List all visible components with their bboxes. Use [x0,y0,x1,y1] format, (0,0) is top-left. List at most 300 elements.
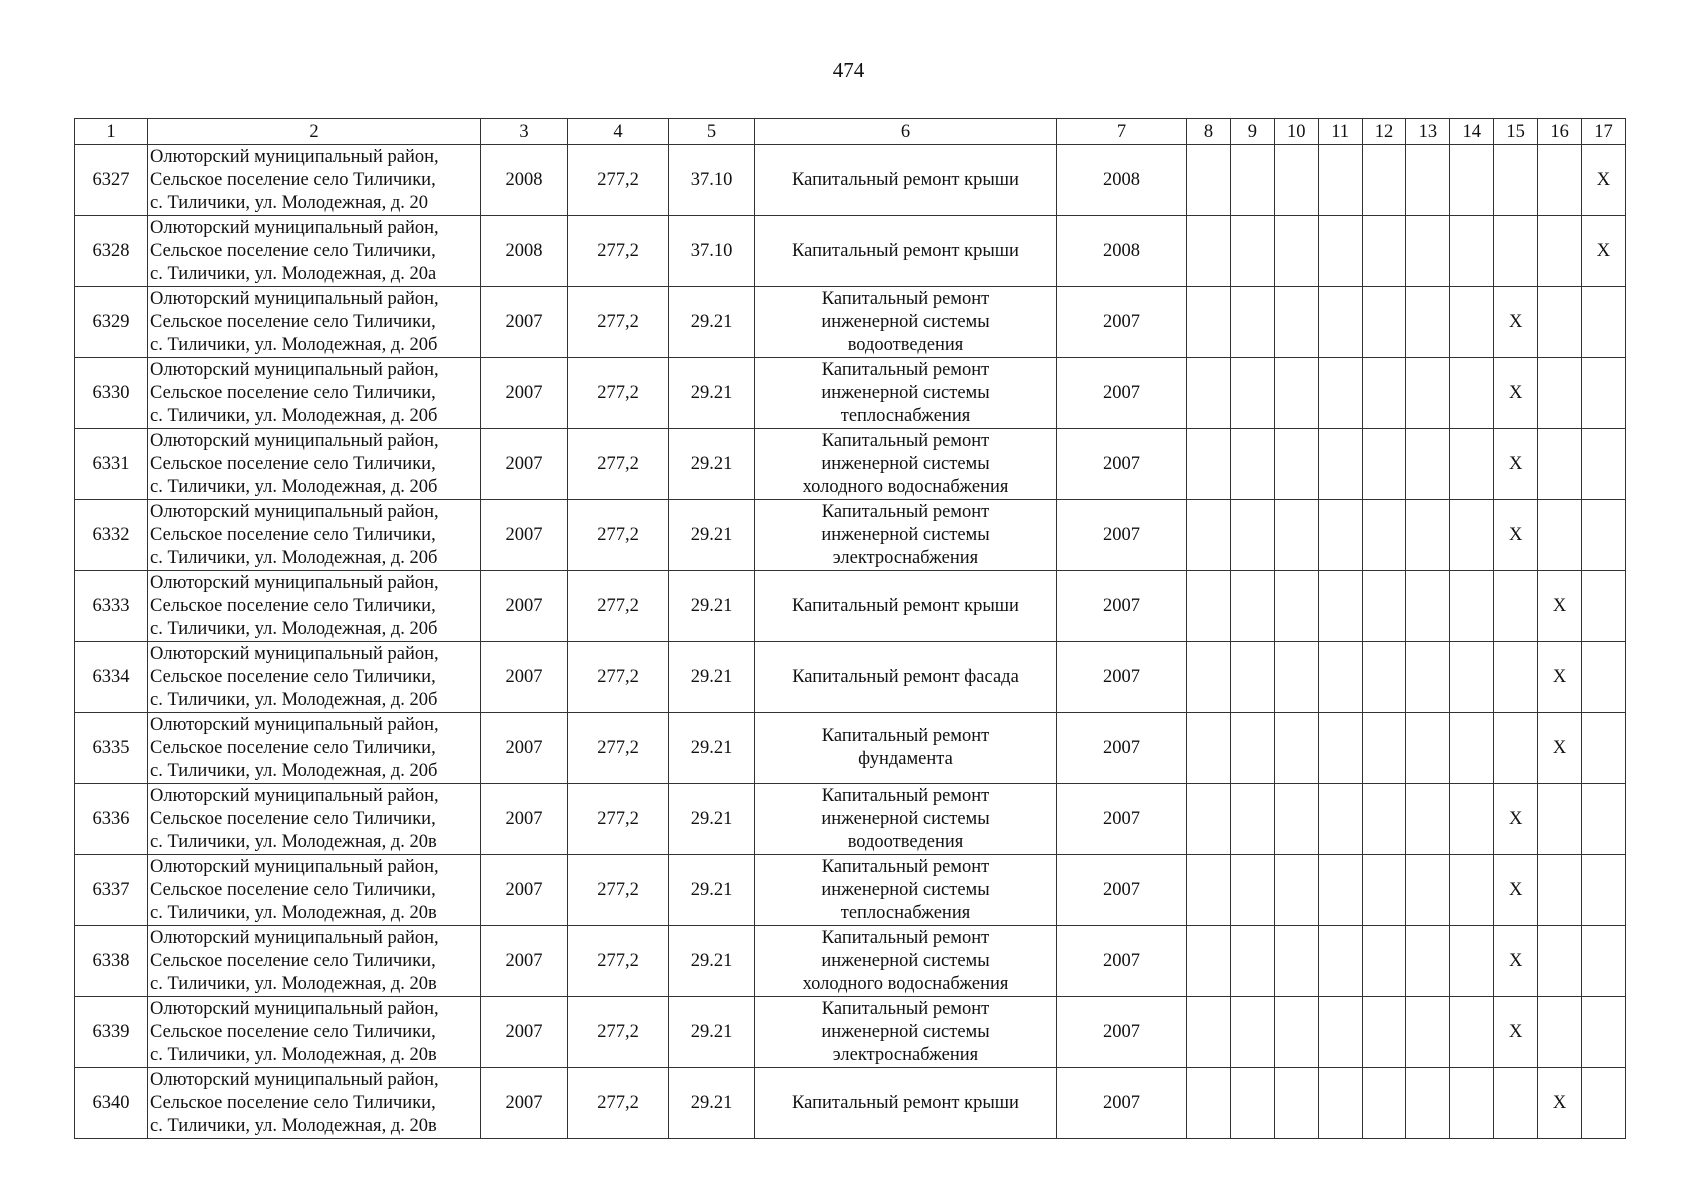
table-row [75,429,1626,500]
address-line: Сельское поселение село Тиличики, [150,666,436,687]
col3-year-cell: 2007 [481,571,568,642]
mark-cell-col-10 [1274,287,1318,358]
address-line: Олюторский муниципальный район, [150,572,439,593]
work-type-line: Капитальный ремонт [821,785,990,806]
col3-year-cell: 2007 [481,429,568,500]
work-type-line: Капитальный ремонт крыши [792,240,1019,261]
address-line: Сельское поселение село Тиличики, [150,1092,436,1113]
mark-cell-col-17 [1582,855,1626,926]
column-header: 14 [1450,119,1494,145]
address-line: Сельское поселение село Тиличики, [150,524,436,545]
header-row [75,119,1626,145]
address-line: Сельское поселение село Тиличики, [150,1021,436,1042]
mark-cell-col-9 [1230,429,1274,500]
mark-cell-col-10 [1274,855,1318,926]
mark-cell-col-11 [1318,145,1362,216]
mark-cell-col-15: X [1494,926,1538,997]
work-type-cell [755,145,1057,216]
mark-cell-col-14 [1450,216,1494,287]
table-row [75,571,1626,642]
mark-cell-col-17: X [1582,145,1626,216]
col5-value-cell: 29.21 [669,784,755,855]
mark-cell-col-15: X [1494,358,1538,429]
mark-cell-col-15: X [1494,997,1538,1068]
col3-year-cell: 2008 [481,145,568,216]
address-line: Сельское поселение село Тиличики, [150,311,436,332]
col7-year-cell: 2007 [1057,713,1187,784]
col3-year-cell: 2007 [481,287,568,358]
mark-cell-col-9 [1230,926,1274,997]
col5-value-cell: 29.21 [669,287,755,358]
mark-cell-col-16 [1538,855,1582,926]
col7-year-cell: 2007 [1057,997,1187,1068]
col7-year-cell: 2007 [1057,429,1187,500]
address-line: Олюторский муниципальный район, [150,430,439,451]
col4-value-cell: 277,2 [568,216,669,287]
column-header: 17 [1582,119,1626,145]
table-row [75,216,1626,287]
address-line: Олюторский муниципальный район, [150,998,439,1019]
column-header: 15 [1494,119,1538,145]
mark-cell-col-9 [1230,358,1274,429]
work-type-line: холодного водоснабжения [802,476,1009,497]
address-line: Сельское поселение село Тиличики, [150,453,436,474]
mark-cell-col-8 [1187,500,1231,571]
col4-value-cell: 277,2 [568,926,669,997]
record-number-cell: 6339 [75,997,148,1068]
mark-cell-col-17 [1582,926,1626,997]
record-number-cell: 6334 [75,642,148,713]
table-row [75,784,1626,855]
col3-year-cell: 2007 [481,358,568,429]
address-line: Сельское поселение село Тиличики, [150,240,436,261]
mark-cell-col-9 [1230,571,1274,642]
mark-cell-col-16 [1538,287,1582,358]
mark-cell-col-12 [1362,997,1406,1068]
address-cell [148,145,481,216]
mark-cell-col-14 [1450,571,1494,642]
work-type-cell [755,642,1057,713]
mark-cell-col-10 [1274,1068,1318,1139]
col4-value-cell: 277,2 [568,571,669,642]
mark-cell-col-11 [1318,1068,1362,1139]
record-number-cell: 6337 [75,855,148,926]
mark-cell-col-9 [1230,145,1274,216]
mark-cell-col-15: X [1494,287,1538,358]
address-line: с. Тиличики, ул. Молодежная, д. 20б [150,689,438,710]
col4-value-cell: 277,2 [568,358,669,429]
address-line: Олюторский муниципальный район, [150,288,439,309]
address-cell [148,784,481,855]
mark-cell-col-13 [1406,997,1450,1068]
col3-year-cell: 2007 [481,642,568,713]
col5-value-cell: 29.21 [669,358,755,429]
mark-cell-col-13 [1406,429,1450,500]
mark-cell-col-13 [1406,287,1450,358]
work-type-cell [755,926,1057,997]
work-type-line: электроснабжения [832,547,979,568]
address-line: с. Тиличики, ул. Молодежная, д. 20в [150,902,437,923]
mark-cell-col-15 [1494,642,1538,713]
address-line: Олюторский муниципальный район, [150,217,439,238]
mark-cell-col-17 [1582,997,1626,1068]
mark-cell-col-16 [1538,358,1582,429]
record-number-cell: 6335 [75,713,148,784]
work-type-line: Капитальный ремонт [821,501,990,522]
mark-cell-col-9 [1230,500,1274,571]
address-cell [148,571,481,642]
work-type-cell [755,855,1057,926]
mark-cell-col-9 [1230,287,1274,358]
mark-cell-col-14 [1450,784,1494,855]
mark-cell-col-8 [1187,784,1231,855]
mark-cell-col-10 [1274,784,1318,855]
table-row [75,997,1626,1068]
col4-value-cell: 277,2 [568,500,669,571]
col7-year-cell: 2007 [1057,926,1187,997]
address-line: Олюторский муниципальный район, [150,501,439,522]
col3-year-cell: 2008 [481,216,568,287]
col4-value-cell: 277,2 [568,713,669,784]
mark-cell-col-10 [1274,997,1318,1068]
work-type-cell [755,997,1057,1068]
mark-cell-col-17 [1582,287,1626,358]
mark-cell-col-12 [1362,926,1406,997]
work-type-line: инженерной системы [821,808,990,829]
column-header: 12 [1362,119,1406,145]
col3-year-cell: 2007 [481,997,568,1068]
mark-cell-col-14 [1450,500,1494,571]
col7-year-cell: 2007 [1057,287,1187,358]
address-cell [148,642,481,713]
address-line: с. Тиличики, ул. Молодежная, д. 20в [150,1115,437,1136]
address-cell [148,1068,481,1139]
column-header: 16 [1538,119,1582,145]
column-header: 11 [1318,119,1362,145]
mark-cell-col-13 [1406,1068,1450,1139]
col7-year-cell: 2007 [1057,784,1187,855]
page-number: 474 [832,58,865,82]
mark-cell-col-15: X [1494,429,1538,500]
table-row [75,500,1626,571]
column-header: 7 [1057,119,1187,145]
mark-cell-col-11 [1318,287,1362,358]
work-type-line: Капитальный ремонт [821,998,990,1019]
col4-value-cell: 277,2 [568,784,669,855]
mark-cell-col-9 [1230,855,1274,926]
mark-cell-col-10 [1274,571,1318,642]
mark-cell-col-9 [1230,713,1274,784]
mark-cell-col-11 [1318,784,1362,855]
address-line: с. Тиличики, ул. Молодежная, д. 20б [150,334,438,355]
mark-cell-col-12 [1362,429,1406,500]
record-number-cell: 6340 [75,1068,148,1139]
col5-value-cell: 29.21 [669,997,755,1068]
work-type-line: инженерной системы [821,453,990,474]
table-row [75,145,1626,216]
address-line: с. Тиличики, ул. Молодежная, д. 20б [150,547,438,568]
address-line: с. Тиличики, ул. Молодежная, д. 20в [150,831,437,852]
mark-cell-col-16: X [1538,713,1582,784]
mark-cell-col-16 [1538,145,1582,216]
col7-year-cell: 2008 [1057,145,1187,216]
record-number-cell: 6329 [75,287,148,358]
record-number-cell: 6336 [75,784,148,855]
mark-cell-col-8 [1187,997,1231,1068]
mark-cell-col-11 [1318,571,1362,642]
address-line: с. Тиличики, ул. Молодежная, д. 20в [150,973,437,994]
address-line: с. Тиличики, ул. Молодежная, д. 20б [150,618,438,639]
mark-cell-col-16 [1538,216,1582,287]
mark-cell-col-16 [1538,997,1582,1068]
record-number-cell: 6333 [75,571,148,642]
column-header: 13 [1406,119,1450,145]
address-cell [148,216,481,287]
address-line: с. Тиличики, ул. Молодежная, д. 20б [150,760,438,781]
address-cell [148,855,481,926]
table-row [75,642,1626,713]
mark-cell-col-12 [1362,287,1406,358]
work-type-line: Капитальный ремонт крыши [792,595,1019,616]
mark-cell-col-12 [1362,500,1406,571]
mark-cell-col-14 [1450,145,1494,216]
address-cell [148,429,481,500]
record-number-cell: 6327 [75,145,148,216]
column-header: 9 [1230,119,1274,145]
column-header: 3 [481,119,568,145]
mark-cell-col-8 [1187,571,1231,642]
col5-value-cell: 29.21 [669,429,755,500]
column-header: 4 [568,119,669,145]
mark-cell-col-10 [1274,429,1318,500]
address-line: с. Тиличики, ул. Молодежная, д. 20 [150,192,428,213]
mark-cell-col-10 [1274,926,1318,997]
mark-cell-col-11 [1318,429,1362,500]
mark-cell-col-13 [1406,145,1450,216]
work-type-cell [755,358,1057,429]
mark-cell-col-10 [1274,145,1318,216]
address-cell [148,287,481,358]
mark-cell-col-13 [1406,216,1450,287]
mark-cell-col-14 [1450,429,1494,500]
work-type-cell [755,784,1057,855]
work-type-line: инженерной системы [821,524,990,545]
mark-cell-col-10 [1274,500,1318,571]
mark-cell-col-11 [1318,358,1362,429]
col7-year-cell: 2007 [1057,500,1187,571]
mark-cell-col-9 [1230,997,1274,1068]
address-cell [148,926,481,997]
work-type-cell [755,571,1057,642]
mark-cell-col-12 [1362,216,1406,287]
address-cell [148,713,481,784]
column-header: 2 [148,119,481,145]
col4-value-cell: 277,2 [568,145,669,216]
mark-cell-col-8 [1187,1068,1231,1139]
address-line: Сельское поселение село Тиличики, [150,169,436,190]
mark-cell-col-8 [1187,287,1231,358]
col5-value-cell: 29.21 [669,855,755,926]
mark-cell-col-15: X [1494,855,1538,926]
address-line: Сельское поселение село Тиличики, [150,595,436,616]
mark-cell-col-8 [1187,429,1231,500]
mark-cell-col-12 [1362,713,1406,784]
address-line: Олюторский муниципальный район, [150,714,439,735]
address-line: Сельское поселение село Тиличики, [150,737,436,758]
mark-cell-col-9 [1230,1068,1274,1139]
col7-year-cell: 2007 [1057,571,1187,642]
record-number-cell: 6328 [75,216,148,287]
mark-cell-col-13 [1406,926,1450,997]
work-type-line: инженерной системы [821,879,990,900]
table-row [75,855,1626,926]
mark-cell-col-8 [1187,358,1231,429]
mark-cell-col-17 [1582,358,1626,429]
mark-cell-col-16: X [1538,642,1582,713]
address-line: Олюторский муниципальный район, [150,359,439,380]
work-type-line: холодного водоснабжения [802,973,1009,994]
mark-cell-col-14 [1450,926,1494,997]
mark-cell-col-12 [1362,642,1406,713]
work-type-line: инженерной системы [821,1021,990,1042]
mark-cell-col-17 [1582,571,1626,642]
mark-cell-col-14 [1450,997,1494,1068]
mark-cell-col-8 [1187,713,1231,784]
col4-value-cell: 277,2 [568,429,669,500]
address-line: с. Тиличики, ул. Молодежная, д. 20б [150,476,438,497]
mark-cell-col-12 [1362,855,1406,926]
work-type-line: инженерной системы [821,382,990,403]
mark-cell-col-12 [1362,358,1406,429]
address-line: Олюторский муниципальный район, [150,146,439,167]
mark-cell-col-9 [1230,642,1274,713]
mark-cell-col-13 [1406,571,1450,642]
record-number-cell: 6332 [75,500,148,571]
mark-cell-col-13 [1406,358,1450,429]
address-line: Олюторский муниципальный район, [150,643,439,664]
column-header: 10 [1274,119,1318,145]
address-cell [148,500,481,571]
col7-year-cell: 2008 [1057,216,1187,287]
col3-year-cell: 2007 [481,500,568,571]
mark-cell-col-15 [1494,145,1538,216]
col7-year-cell: 2007 [1057,855,1187,926]
col5-value-cell: 37.10 [669,145,755,216]
col5-value-cell: 37.10 [669,216,755,287]
work-type-line: теплоснабжения [840,405,971,426]
col7-year-cell: 2007 [1057,1068,1187,1139]
table-row [75,713,1626,784]
col4-value-cell: 277,2 [568,997,669,1068]
address-line: Олюторский муниципальный район, [150,1069,439,1090]
work-type-line: Капитальный ремонт [821,288,990,309]
work-type-line: инженерной системы [821,950,990,971]
address-cell [148,997,481,1068]
col5-value-cell: 29.21 [669,642,755,713]
column-header: 1 [75,119,148,145]
work-type-line: Капитальный ремонт [821,430,990,451]
record-number-cell: 6330 [75,358,148,429]
mark-cell-col-12 [1362,1068,1406,1139]
work-type-line: Капитальный ремонт [821,726,990,746]
table-body [75,145,1626,1139]
mark-cell-col-16 [1538,926,1582,997]
table-row [75,358,1626,429]
mark-cell-col-13 [1406,713,1450,784]
mark-cell-col-14 [1450,642,1494,713]
col7-year-cell: 2007 [1057,642,1187,713]
mark-cell-col-11 [1318,926,1362,997]
work-type-line: фундамента [858,749,953,769]
address-line: Сельское поселение село Тиличики, [150,382,436,403]
repair-schedule-table [74,118,1626,1139]
mark-cell-col-13 [1406,642,1450,713]
mark-cell-col-15 [1494,571,1538,642]
record-number-cell: 6331 [75,429,148,500]
work-type-line: Капитальный ремонт крыши [792,169,1019,190]
mark-cell-col-16 [1538,500,1582,571]
mark-cell-col-12 [1362,571,1406,642]
mark-cell-col-16: X [1538,1068,1582,1139]
col3-year-cell: 2007 [481,1068,568,1139]
mark-cell-col-12 [1362,145,1406,216]
address-line: с. Тиличики, ул. Молодежная, д. 20в [150,1044,437,1065]
address-line: Сельское поселение село Тиличики, [150,879,436,900]
col5-value-cell: 29.21 [669,500,755,571]
mark-cell-col-11 [1318,855,1362,926]
mark-cell-col-17 [1582,500,1626,571]
col5-value-cell: 29.21 [669,571,755,642]
work-type-line: Капитальный ремонт [821,359,990,380]
column-header: 8 [1187,119,1231,145]
mark-cell-col-11 [1318,713,1362,784]
col5-value-cell: 29.21 [669,713,755,784]
mark-cell-col-14 [1450,358,1494,429]
mark-cell-col-17: X [1582,216,1626,287]
mark-cell-col-16: X [1538,571,1582,642]
col3-year-cell: 2007 [481,713,568,784]
work-type-line: Капитальный ремонт [821,856,990,877]
work-type-cell [755,500,1057,571]
work-type-line: Капитальный ремонт крыши [792,1092,1019,1113]
col4-value-cell: 277,2 [568,855,669,926]
col5-value-cell: 29.21 [669,1068,755,1139]
col7-year-cell: 2007 [1057,358,1187,429]
col3-year-cell: 2007 [481,855,568,926]
mark-cell-col-17 [1582,784,1626,855]
mark-cell-col-8 [1187,855,1231,926]
work-type-line: Капитальный ремонт [821,927,990,948]
mark-cell-col-15: X [1494,500,1538,571]
work-type-line: теплоснабжения [840,902,971,923]
address-line: Олюторский муниципальный район, [150,927,439,948]
mark-cell-col-11 [1318,500,1362,571]
address-line: с. Тиличики, ул. Молодежная, д. 20б [150,405,438,426]
address-cell [148,358,481,429]
address-line: с. Тиличики, ул. Молодежная, д. 20а [150,263,437,284]
address-line: Олюторский муниципальный район, [150,856,439,877]
mark-cell-col-8 [1187,926,1231,997]
mark-cell-col-17 [1582,713,1626,784]
mark-cell-col-8 [1187,642,1231,713]
mark-cell-col-15 [1494,1068,1538,1139]
col5-value-cell: 29.21 [669,926,755,997]
mark-cell-col-10 [1274,642,1318,713]
mark-cell-col-14 [1450,713,1494,784]
address-line: Олюторский муниципальный район, [150,785,439,806]
mark-cell-col-11 [1318,642,1362,713]
work-type-cell [755,429,1057,500]
